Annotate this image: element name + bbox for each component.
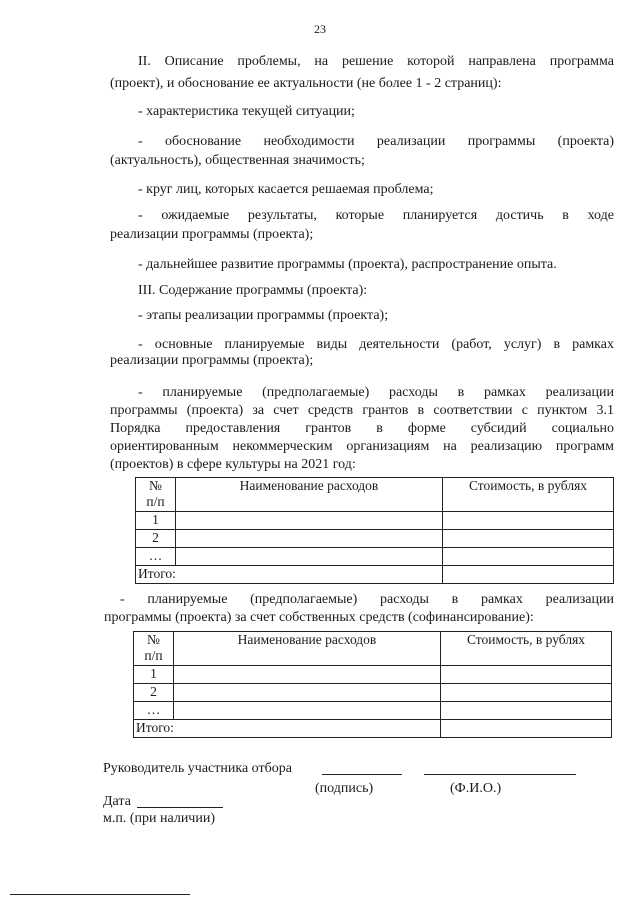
section2-item-results-cont: реализации программы (проекта);: [110, 227, 314, 242]
row-number: 2: [134, 684, 174, 702]
header-name-cell: Наименование расходов: [174, 632, 441, 666]
total-label: Итого:: [134, 720, 441, 738]
header-num-symbol: №: [147, 632, 160, 647]
header-num-cell: [134, 632, 174, 666]
section3-item-stages: - этапы реализации программы (проекта);: [138, 308, 389, 323]
row-number: …: [134, 702, 174, 720]
section3-item-activities: - основные планируемые виды деятельности (работ, услуг) в рамках: [138, 337, 614, 352]
section3-item-own-expenses-cont: программы (проекта) за счет собственных средств (софинансирование):: [104, 610, 534, 625]
page-number: 23: [314, 22, 326, 36]
expense-name-cell[interactable]: [176, 512, 443, 530]
signature-caption: (подпись): [315, 781, 374, 796]
section3-item-grant-expenses: - планируемые (предполагаемые) расходы в рамках реализации: [138, 385, 614, 400]
table-row: [134, 684, 612, 702]
section3-item-activities-cont: реализации программы (проекта);: [110, 353, 314, 368]
header-cost-cell: Стоимость, в рублях: [441, 632, 612, 666]
date-line[interactable]: [137, 807, 223, 808]
table-header-row: [134, 632, 612, 666]
header-cost-cell: Стоимость, в рублях: [443, 478, 614, 512]
fio-caption: (Ф.И.О.): [450, 781, 502, 796]
section3-item-grant-expenses-l5: (проектов) в сфере культуры на 2021 год:: [110, 457, 356, 472]
expense-name-cell[interactable]: [174, 702, 441, 720]
signature-line[interactable]: [322, 774, 402, 775]
date-label: Дата: [103, 794, 131, 809]
section3-title: III. Содержание программы (проекта):: [138, 283, 368, 298]
expense-cost-cell[interactable]: [443, 530, 614, 548]
section3-item-grant-expenses-l4: ориентированным некоммерческим организациям на реализацию программ: [110, 439, 614, 454]
section3-item-grant-expenses-l3: Порядка предоставления грантов в форме субсидий социально: [110, 421, 614, 436]
table-header-row: [136, 478, 614, 512]
table-row: [136, 530, 614, 548]
section2-item-audience: - круг лиц, которых касается решаемая проблема;: [138, 182, 434, 197]
section3-item-own-expenses: - планируемые (предполагаемые) расходы в рамках реализации: [120, 592, 614, 607]
section2-title-cont: (проект), и обоснование ее актуальности (не более 1 - 2 страниц):: [110, 76, 502, 91]
expense-name-cell[interactable]: [174, 684, 441, 702]
expense-cost-cell[interactable]: [441, 684, 612, 702]
table-total-row: [134, 720, 612, 738]
own-expenses-table: [133, 631, 612, 738]
expense-cost-cell[interactable]: [441, 702, 612, 720]
header-num-pp: п/п: [144, 648, 163, 663]
table-total-row: [136, 566, 614, 584]
expense-name-cell[interactable]: [176, 548, 443, 566]
table-row: [134, 666, 612, 684]
row-number: 1: [136, 512, 176, 530]
row-number: 2: [136, 530, 176, 548]
expense-name-cell[interactable]: [176, 530, 443, 548]
section2-item-justification-cont: (актуальность), общественная значимость;: [110, 153, 365, 168]
header-name-cell: Наименование расходов: [176, 478, 443, 512]
expense-name-cell[interactable]: [174, 666, 441, 684]
header-num-pp: п/п: [146, 494, 165, 509]
expense-cost-cell[interactable]: [443, 548, 614, 566]
row-number: …: [136, 548, 176, 566]
table-row: [136, 512, 614, 530]
table-row: [134, 702, 612, 720]
fio-line[interactable]: [424, 774, 576, 775]
section2-item-results: - ожидаемые результаты, которые планируется достичь в ходе: [138, 208, 614, 223]
table-row: [136, 548, 614, 566]
expense-cost-cell[interactable]: [443, 512, 614, 530]
expense-cost-cell[interactable]: [441, 666, 612, 684]
footer-rule: [10, 894, 190, 895]
section2-item-situation: - характеристика текущей ситуации;: [138, 104, 355, 119]
row-number: 1: [134, 666, 174, 684]
header-num-cell: [136, 478, 176, 512]
total-cost-cell[interactable]: [443, 566, 614, 584]
total-cost-cell[interactable]: [441, 720, 612, 738]
section2-title: II. Описание проблемы, на решение которой направлена программа: [138, 54, 614, 69]
section2-item-justification: - обоснование необходимости реализации программы (проекта): [138, 134, 614, 149]
header-num-symbol: №: [149, 478, 162, 493]
grant-expenses-table: [135, 477, 614, 584]
stamp-label: м.п. (при наличии): [103, 811, 215, 826]
section3-item-grant-expenses-l2: программы (проекта) за счет средств грантов в соответствии с пунктом 3.1: [110, 403, 614, 418]
section2-item-development: - дальнейшее развитие программы (проекта), распространение опыта.: [138, 257, 557, 272]
total-label: Итого:: [136, 566, 443, 584]
head-of-participant-label: Руководитель участника отбора: [103, 761, 292, 776]
